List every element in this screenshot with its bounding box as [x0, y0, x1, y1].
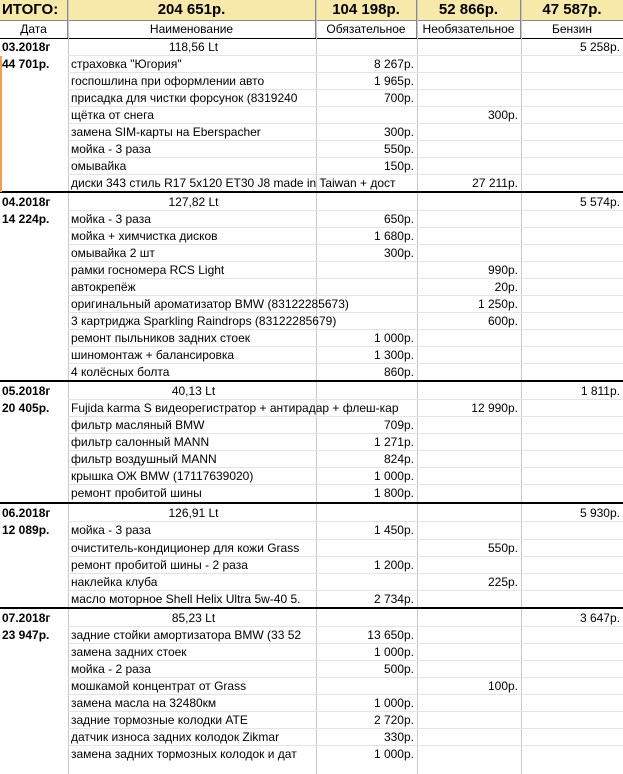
expense-optional[interactable]	[417, 73, 521, 90]
expense-row	[0, 485, 623, 502]
expense-optional[interactable]: 990р.	[487, 263, 518, 277]
row-gridline	[68, 312, 623, 313]
expense-optional[interactable]	[417, 228, 521, 245]
fuel-cost[interactable]: 3 647р.	[579, 611, 620, 625]
expense-required[interactable]: 13 650р.	[367, 628, 414, 642]
expense-optional[interactable]: 225р.	[487, 575, 518, 589]
row-gridline	[68, 55, 623, 56]
expense-name[interactable]: щётка от снега	[71, 108, 154, 122]
month-sum[interactable]: 12 089р.	[2, 523, 50, 537]
expense-optional[interactable]: 550р.	[487, 541, 518, 555]
expense-name[interactable]: мойка - 3 раза	[71, 212, 151, 226]
row-gridline	[68, 677, 623, 678]
expense-name[interactable]: автокрепёж	[71, 280, 136, 294]
expense-required[interactable]: 1 965р.	[373, 74, 414, 88]
expense-name[interactable]: замена SIM-карты на Eberspacher	[71, 125, 261, 139]
expense-optional[interactable]	[417, 695, 521, 712]
expense-row	[0, 746, 623, 763]
expense-required[interactable]: 330р.	[383, 730, 414, 744]
expense-name[interactable]: присадка для чистки форсунок (8319240	[71, 91, 298, 105]
expense-row	[0, 678, 623, 695]
row-gridline	[68, 484, 623, 485]
expense-optional[interactable]: 1 250р.	[477, 297, 518, 311]
totals-label[interactable]: ИТОГО:	[0, 0, 68, 20]
expense-required[interactable]: 1 450р.	[373, 523, 414, 537]
expense-name[interactable]: мойка - 3 раза	[71, 523, 151, 537]
expense-optional[interactable]	[417, 141, 521, 158]
expense-row	[0, 313, 623, 330]
expense-required[interactable]	[316, 107, 417, 124]
expense-optional[interactable]: 600р.	[487, 314, 518, 328]
expense-row	[0, 56, 623, 73]
expense-name[interactable]: оригинальный ароматизатор BMW (83122285673)	[71, 297, 349, 311]
row-gridline	[68, 227, 623, 228]
expense-name[interactable]: замена задних тормозных колодок и дат	[71, 747, 297, 761]
expense-required[interactable]: 860р.	[383, 365, 414, 379]
expense-row	[0, 695, 623, 712]
expense-row	[0, 141, 623, 158]
row-gridline	[68, 590, 623, 591]
expense-name[interactable]: омывайка 2 шт	[71, 246, 155, 260]
expense-row	[0, 245, 623, 262]
expense-row	[0, 296, 623, 313]
expense-optional[interactable]	[417, 591, 521, 608]
expense-optional[interactable]	[417, 644, 521, 661]
row-gridline	[68, 363, 623, 364]
expense-required[interactable]	[316, 400, 417, 417]
col-name-header[interactable]: Наименование	[68, 21, 316, 38]
expense-required[interactable]: 550р.	[383, 142, 414, 156]
expense-row	[0, 451, 623, 468]
expense-required[interactable]: 500р.	[383, 662, 414, 676]
expense-row	[0, 557, 623, 574]
month-sum[interactable]: 14 224р.	[2, 212, 50, 226]
expense-optional[interactable]: 20р.	[494, 280, 518, 294]
expense-row	[0, 400, 623, 417]
expense-row	[0, 279, 623, 296]
col-date-header[interactable]: Дата	[0, 21, 68, 38]
expense-row	[0, 330, 623, 347]
fuel-liters[interactable]: 126,91 Lt	[168, 506, 219, 520]
row-gridline	[68, 694, 623, 695]
expense-name[interactable]: 3 картриджа Sparkling Raindrops (83122285679)	[71, 314, 337, 328]
expense-required[interactable]: 650р.	[383, 212, 414, 226]
row-gridline	[68, 660, 623, 661]
col-required-header[interactable]: Обязательное	[316, 21, 417, 38]
expense-required[interactable]: 1 000р.	[373, 696, 414, 710]
expense-row	[0, 262, 623, 279]
row-gridline	[68, 450, 623, 451]
expense-row	[0, 158, 623, 175]
expense-optional[interactable]	[417, 124, 521, 141]
month-header-row	[0, 610, 623, 627]
col-optional-header[interactable]: Необязательное	[417, 21, 521, 38]
expense-name[interactable]: очиститель-кондиционер для кожи Grass	[71, 541, 300, 555]
month-label[interactable]: 05.2018г	[2, 384, 51, 398]
fuel-liters[interactable]: 118,56 Lt	[168, 40, 219, 54]
grand-total[interactable]: 204 651р.	[68, 0, 316, 20]
row-gridline	[68, 556, 623, 557]
row-gridline	[68, 399, 623, 400]
expense-optional[interactable]: 100р.	[487, 679, 518, 693]
expense-name[interactable]: замена задних стоек	[71, 645, 187, 659]
row-gridline	[68, 643, 623, 644]
expense-name[interactable]: замена масла на 32480км	[71, 696, 217, 710]
fuel-cost[interactable]: 5 258р.	[579, 40, 620, 54]
fuel-liters[interactable]: 85,23 Lt	[171, 611, 216, 625]
expense-optional[interactable]	[417, 712, 521, 729]
expense-name[interactable]: госпошлина при оформлении авто	[71, 74, 265, 88]
expense-row	[0, 468, 623, 485]
expense-required[interactable]: 700р.	[383, 91, 414, 105]
expense-name[interactable]: ремонт пробитой шины	[71, 486, 202, 500]
expense-optional[interactable]: 300р.	[487, 108, 518, 122]
expense-optional[interactable]	[417, 330, 521, 347]
row-gridline	[68, 72, 623, 73]
expense-name[interactable]: ремонт пыльников задних стоек	[71, 331, 251, 345]
expense-required[interactable]	[316, 540, 417, 557]
expense-row	[0, 211, 623, 228]
expense-optional[interactable]	[417, 211, 521, 228]
optional-total[interactable]: 52 866р.	[417, 0, 521, 20]
row-gridline	[68, 89, 623, 90]
expense-row	[0, 364, 623, 381]
expense-row	[0, 574, 623, 591]
expense-optional[interactable]	[417, 347, 521, 364]
month-sum[interactable]: 44 701р.	[2, 57, 50, 71]
expense-row	[0, 729, 623, 746]
required-total[interactable]: 104 198р.	[316, 0, 417, 20]
month-label[interactable]: 07.2018г	[2, 611, 51, 625]
expense-name[interactable]: шиномонтаж + балансировка	[71, 348, 235, 362]
selection-marker	[0, 56, 2, 192]
expense-row	[0, 644, 623, 661]
month-separator	[0, 380, 623, 382]
expense-required[interactable]: 300р.	[383, 125, 414, 139]
expense-row	[0, 661, 623, 678]
row-gridline	[68, 416, 623, 417]
expense-optional[interactable]	[417, 417, 521, 434]
row-gridline	[68, 539, 623, 540]
expense-row	[0, 73, 623, 90]
row-gridline	[68, 626, 623, 627]
expense-optional[interactable]	[417, 451, 521, 468]
expense-row	[0, 417, 623, 434]
expense-name[interactable]: задние тормозные колодки ATE	[71, 713, 248, 727]
month-sum[interactable]: 23 947р.	[2, 628, 50, 642]
expense-name[interactable]: масло моторное Shell Helix Ultra 5w-40 5.	[71, 592, 301, 606]
expense-required[interactable]	[316, 279, 417, 296]
expense-name[interactable]: фильтр салонный MANN	[71, 435, 210, 449]
expense-optional[interactable]	[417, 485, 521, 502]
expense-row	[0, 540, 623, 557]
expense-optional[interactable]: 27 211р.	[472, 176, 518, 190]
row-gridline	[68, 244, 623, 245]
row-gridline	[68, 521, 623, 522]
row-gridline	[68, 573, 623, 574]
expense-required[interactable]: 1 800р.	[373, 486, 414, 500]
expense-name[interactable]: рамки госномера RCS Light	[71, 263, 225, 277]
expense-row	[0, 107, 623, 124]
month-label[interactable]: 03.2018г	[2, 40, 51, 54]
expense-row	[0, 434, 623, 451]
expense-row	[0, 124, 623, 141]
expense-required[interactable]: 1 000р.	[373, 747, 414, 761]
month-header-row	[0, 505, 623, 522]
expense-name[interactable]: Fujida karma S видеорегистратор + антирадар + флеш-кар	[71, 401, 399, 415]
row-gridline	[68, 467, 623, 468]
col-fuel-header[interactable]: Бензин	[551, 22, 592, 36]
expense-optional[interactable]	[417, 364, 521, 381]
row-gridline	[68, 140, 623, 141]
expense-name[interactable]: диски 343 стиль R17 5x120 ET30 J8 made in Taiwan + дост	[71, 176, 396, 190]
row-gridline	[68, 745, 623, 746]
expense-required[interactable]: 1 271р.	[373, 435, 414, 449]
month-header-row	[0, 39, 623, 56]
expense-row	[0, 175, 623, 192]
expense-row	[0, 627, 623, 644]
row-gridline	[68, 157, 623, 158]
row-gridline	[68, 295, 623, 296]
row-gridline	[68, 728, 623, 729]
row-gridline	[68, 711, 623, 712]
expense-optional[interactable]	[417, 661, 521, 678]
row-gridline	[68, 261, 623, 262]
month-label[interactable]: 06.2018г	[2, 506, 51, 520]
expense-row	[0, 712, 623, 729]
expense-name[interactable]: наклейка клуба	[71, 575, 158, 589]
expense-required[interactable]: 824р.	[383, 452, 414, 466]
row-gridline	[68, 278, 623, 279]
expense-name[interactable]: фильтр масляный BMW	[71, 418, 205, 432]
fuel-liters[interactable]: 40,13 Lt	[171, 384, 216, 398]
month-sum[interactable]: 20 405р.	[2, 401, 50, 415]
expense-required[interactable]: 1 200р.	[373, 558, 414, 572]
expense-required[interactable]: 1 300р.	[373, 348, 414, 362]
expense-name[interactable]: омывайка	[71, 159, 127, 173]
month-separator	[0, 607, 623, 609]
row-gridline	[68, 106, 623, 107]
expense-required[interactable]: 2 720р.	[373, 713, 414, 727]
row-gridline	[68, 210, 623, 211]
expense-required[interactable]: 2 734р.	[373, 592, 414, 606]
expense-name[interactable]: фильтр воздушный MANN	[71, 452, 217, 466]
expense-optional[interactable]: 12 990р.	[471, 401, 518, 415]
fuel-cost[interactable]: 1 811р.	[580, 384, 620, 398]
expense-required[interactable]: 1 000р.	[373, 469, 414, 483]
expense-name[interactable]: ремонт пробитой шины - 2 раза	[71, 558, 248, 572]
expense-optional[interactable]	[417, 627, 521, 644]
column-headers	[0, 21, 623, 39]
expense-required[interactable]	[316, 678, 417, 695]
expense-optional[interactable]	[417, 90, 521, 107]
expense-row	[0, 90, 623, 107]
month-header-row	[0, 383, 623, 400]
expense-optional[interactable]	[417, 746, 521, 763]
expense-required[interactable]	[316, 574, 417, 591]
fuel-cost[interactable]: 5 574р.	[579, 195, 620, 209]
month-separator	[0, 191, 623, 193]
expense-name[interactable]: датчик износа задних колодок Zikmar	[71, 730, 280, 744]
expense-optional[interactable]	[417, 468, 521, 485]
row-gridline	[68, 123, 623, 124]
expense-row	[0, 228, 623, 245]
month-header-row	[0, 194, 623, 211]
expense-optional[interactable]	[417, 245, 521, 262]
totals-row	[0, 0, 623, 21]
expense-required[interactable]	[316, 313, 417, 330]
expense-required[interactable]	[316, 175, 417, 192]
expense-required[interactable]	[316, 296, 417, 313]
row-gridline	[68, 433, 623, 434]
expense-optional[interactable]	[417, 158, 521, 175]
expense-name[interactable]: мойка + химчистка дисков	[71, 229, 218, 243]
expense-row	[0, 591, 623, 608]
expense-name[interactable]: задние стойки амортизатора BMW (33 52	[71, 628, 302, 642]
expense-required[interactable]: 300р.	[383, 246, 414, 260]
row-gridline	[68, 346, 623, 347]
expense-optional[interactable]	[417, 522, 521, 539]
row-gridline	[68, 174, 623, 175]
expense-optional[interactable]	[417, 56, 521, 73]
expense-required[interactable]: 150р.	[383, 159, 414, 173]
row-gridline	[68, 329, 623, 330]
month-label[interactable]: 04.2018г	[2, 195, 51, 209]
expense-name[interactable]: крышка ОЖ BMW (17117639020)	[71, 469, 254, 483]
expense-required[interactable]	[316, 262, 417, 279]
expense-name[interactable]: мошкамой концентрат от Grass	[71, 679, 247, 693]
expense-required[interactable]: 709р.	[383, 418, 414, 432]
expense-optional[interactable]	[417, 434, 521, 451]
fuel-total[interactable]: 47 587р.	[542, 1, 602, 18]
fuel-cost[interactable]: 5 930р.	[579, 506, 620, 520]
expense-name[interactable]: страховка "Югория"	[71, 57, 182, 71]
expense-required[interactable]: 1 000р.	[373, 331, 414, 345]
expense-row	[0, 347, 623, 364]
expense-row	[0, 522, 623, 539]
expense-required[interactable]: 1 000р.	[373, 645, 414, 659]
month-separator	[0, 502, 623, 504]
expense-required[interactable]: 8 267р.	[373, 57, 414, 71]
fuel-liters[interactable]: 127,82 Lt	[168, 195, 219, 209]
expense-name[interactable]: мойка - 2 раза	[71, 662, 151, 676]
expense-optional[interactable]	[417, 557, 521, 574]
expense-optional[interactable]	[417, 729, 521, 746]
expense-name[interactable]: мойка - 3 раза	[71, 142, 151, 156]
expense-name[interactable]: 4 колёсных болта	[71, 365, 170, 379]
expense-required[interactable]: 1 680р.	[373, 229, 414, 243]
